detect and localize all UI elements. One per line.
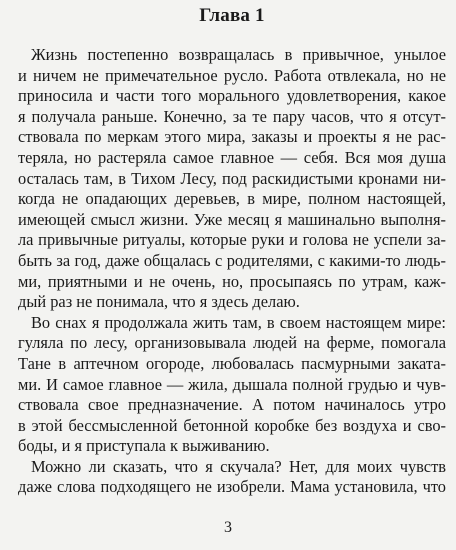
paragraph [18,457,446,498]
text-line: ствовала свое предназначение. А потом начиналось утро [18,395,446,415]
text-line: и ничем не примечательное русло. Работа отвлекала, но не [18,65,446,85]
chapter-title: Глава 1 [199,5,265,26]
text-line: быть за год, даже общалась с родителями, с какими-то людь- [18,250,446,270]
text-line: ми, приятными и не очень, но, просыпаясь по утрам, каж- [18,271,446,291]
text-line: Тане в аптечном огороде, любовалась пасмурными заката- [18,353,446,373]
text-line: я получала раньше. Конечно, за те пару часов, что я отсут- [18,106,446,126]
text-line: теряла, но растеряла самое главное — себя. Вся моя душа [18,147,446,167]
body-text [18,45,446,498]
text-line: даже слова подходящего не изобрели. Мама установила, что [18,477,446,497]
text-line: приносила и части того морального удовлетворения, какое [18,86,446,106]
text-line: имеющей смысл жизни. Уже месяц я машинально выполня- [18,209,446,229]
text-line: Во снах я продолжала жить там, в своем настоящем мире: [31,312,446,332]
text-line: ствовала по меркам этого мира, заказы и проекты я не рас- [18,127,446,147]
text-line: Можно ли сказать, что я скучала? Нет, для моих чувств [31,456,446,476]
text-line: Жизнь постепенно возвращалась в привычное, унылое [31,45,446,64]
text-line: осталась там, в Тихом Лесу, под раскидистыми кронами ни- [18,168,446,188]
paragraph [18,313,446,457]
text-line: гуляла по лесу, организовывала людей на ферме, помогала [18,333,446,353]
page-number: 3 [224,519,232,536]
paragraph [18,45,446,313]
text-line: ми. И самое главное — жила, дышала полной грудью и чув- [18,374,446,394]
text-line: ла привычные ритуалы, которые руки и голова не успели за- [18,230,446,250]
text-line: в этой бессмысленной бетонной коробке без воздуха и сво- [18,415,446,435]
text-line: дый раз не понимала, что я здесь делаю. [18,292,300,312]
text-line: когда не опадающих деревьев, в мире, полном настоящей, [18,189,446,209]
text-line: боды, и я приступала к выживанию. [18,436,270,456]
